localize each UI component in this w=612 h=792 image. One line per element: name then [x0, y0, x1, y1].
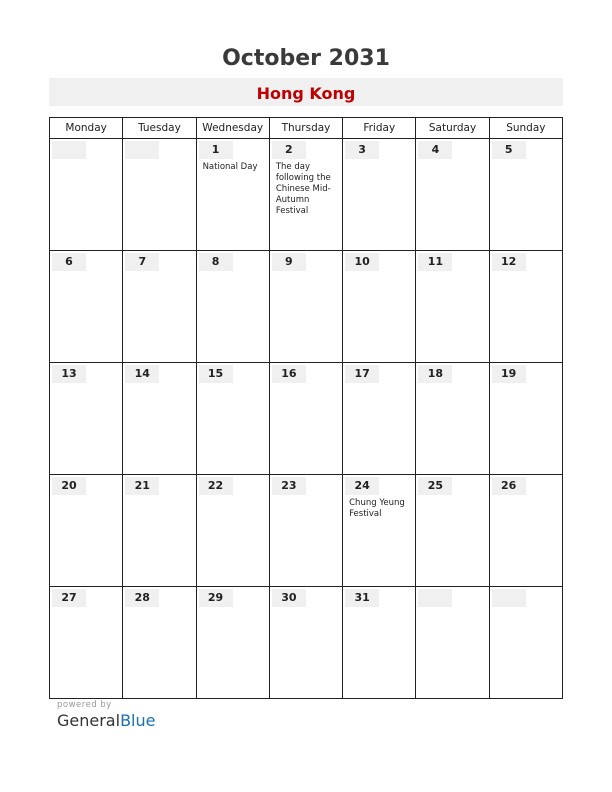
day-cell[interactable]	[343, 139, 416, 251]
day-cell[interactable]	[196, 139, 269, 251]
week-row	[50, 139, 563, 251]
day-number: 17	[345, 365, 379, 383]
day-number: 9	[272, 253, 306, 271]
weekday-header: Wednesday	[196, 118, 269, 139]
day-cell[interactable]	[343, 251, 416, 363]
day-number: 28	[125, 589, 159, 607]
weekday-header: Monday	[50, 118, 123, 139]
day-cell[interactable]	[489, 139, 562, 251]
day-cell[interactable]	[416, 363, 489, 475]
day-number	[52, 141, 86, 159]
day-number: 31	[345, 589, 379, 607]
day-cell[interactable]	[343, 363, 416, 475]
day-cell[interactable]	[269, 363, 342, 475]
day-cell[interactable]	[50, 587, 123, 699]
day-number: 15	[199, 365, 233, 383]
footer	[57, 700, 155, 730]
day-cell[interactable]	[489, 363, 562, 475]
day-number: 4	[418, 141, 452, 159]
day-number: 10	[345, 253, 379, 271]
day-cell[interactable]	[123, 475, 196, 587]
holiday-label: Chung Yeung Festival	[349, 498, 405, 519]
day-cell[interactable]	[489, 475, 562, 587]
day-cell[interactable]	[416, 251, 489, 363]
day-number: 5	[492, 141, 526, 159]
day-number: 27	[52, 589, 86, 607]
day-cell[interactable]	[123, 363, 196, 475]
weekday-header: Saturday	[416, 118, 489, 139]
day-cell[interactable]	[50, 251, 123, 363]
day-number	[418, 589, 452, 607]
day-number: 6	[52, 253, 86, 271]
day-number: 14	[125, 365, 159, 383]
weekday-header: Sunday	[489, 118, 562, 139]
day-cell[interactable]	[123, 139, 196, 251]
weekday-header: Friday	[343, 118, 416, 139]
holiday-label: National Day	[202, 162, 258, 172]
day-cell[interactable]	[416, 587, 489, 699]
day-cell[interactable]	[416, 475, 489, 587]
day-cell[interactable]	[196, 587, 269, 699]
day-cell[interactable]	[343, 587, 416, 699]
brand-general: General	[57, 711, 121, 730]
day-number: 13	[52, 365, 86, 383]
day-cell[interactable]	[123, 587, 196, 699]
day-number: 24	[345, 477, 379, 495]
day-number: 16	[272, 365, 306, 383]
day-cell[interactable]	[50, 475, 123, 587]
day-number: 12	[492, 253, 526, 271]
day-number: 3	[345, 141, 379, 159]
day-cell[interactable]	[343, 475, 416, 587]
day-number: 30	[272, 589, 306, 607]
region-name: Hong Kong	[256, 84, 356, 103]
day-number: 7	[125, 253, 159, 271]
day-number: 18	[418, 365, 452, 383]
week-row	[50, 251, 563, 363]
brand-logo[interactable]	[57, 711, 155, 730]
weekday-header: Tuesday	[123, 118, 196, 139]
day-cell[interactable]	[269, 587, 342, 699]
day-number: 29	[199, 589, 233, 607]
week-row	[50, 587, 563, 699]
day-cell[interactable]	[50, 139, 123, 251]
day-cell[interactable]	[416, 139, 489, 251]
day-number	[492, 589, 526, 607]
day-cell[interactable]	[489, 251, 562, 363]
day-cell[interactable]	[269, 139, 342, 251]
day-number: 8	[199, 253, 233, 271]
day-cell[interactable]	[123, 251, 196, 363]
day-cell[interactable]	[196, 363, 269, 475]
day-number: 21	[125, 477, 159, 495]
day-cell[interactable]	[269, 475, 342, 587]
day-number: 20	[52, 477, 86, 495]
day-number: 22	[199, 477, 233, 495]
day-cell[interactable]	[489, 587, 562, 699]
day-number	[125, 141, 159, 159]
day-number: 1	[199, 141, 233, 159]
powered-by-text: powered by	[57, 700, 112, 710]
day-cell[interactable]	[50, 363, 123, 475]
week-row	[50, 363, 563, 475]
day-cell[interactable]	[196, 475, 269, 587]
day-number: 19	[492, 365, 526, 383]
holiday-label: The day following the Chinese Mid-Autumn Festival	[275, 162, 331, 216]
brand-blue: Blue	[120, 711, 156, 730]
day-number: 23	[272, 477, 306, 495]
day-cell[interactable]	[269, 251, 342, 363]
week-row	[50, 475, 563, 587]
day-number: 11	[418, 253, 452, 271]
day-cell[interactable]	[196, 251, 269, 363]
weekday-header: Thursday	[269, 118, 342, 139]
weekday-header-row	[50, 118, 563, 139]
calendar-grid	[49, 117, 563, 699]
day-number: 25	[418, 477, 452, 495]
calendar-title: October 2031	[222, 46, 390, 71]
day-number: 26	[492, 477, 526, 495]
day-number: 2	[272, 141, 306, 159]
